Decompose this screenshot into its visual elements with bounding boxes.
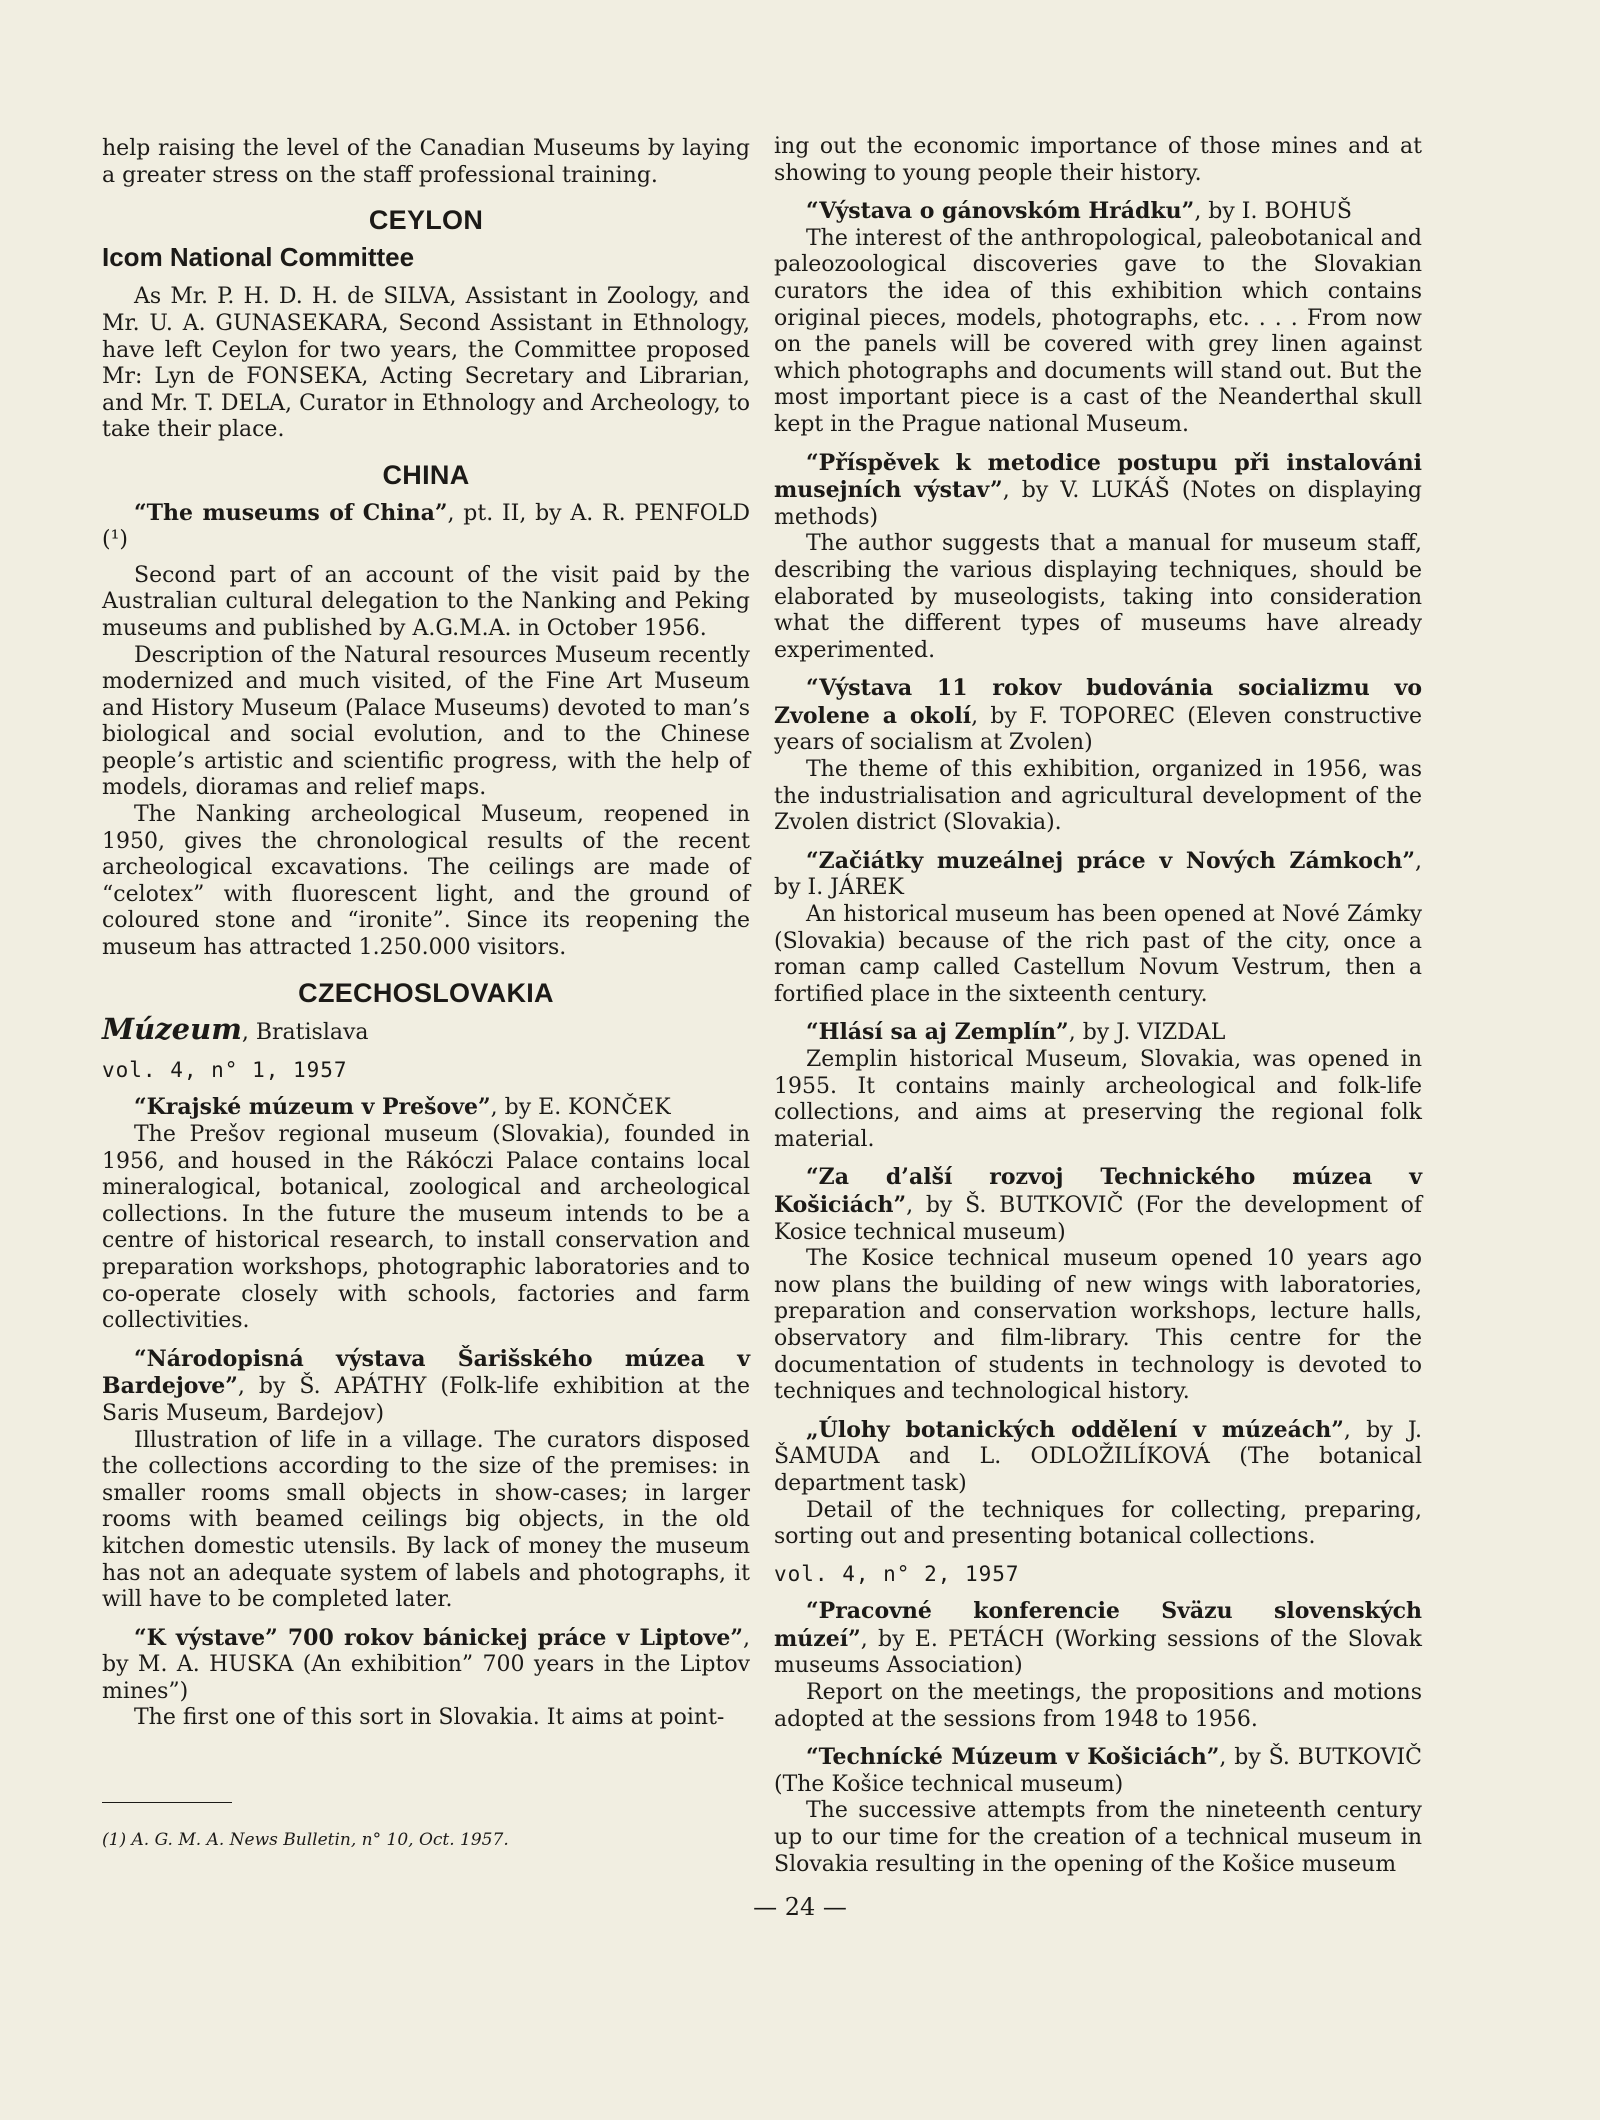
volume-line-2: vol. 4, n° 2, 1957: [774, 1561, 1020, 1586]
article-heading-bardejov: [102, 1346, 750, 1428]
article-heading-metodice: [774, 450, 1422, 532]
article-title-liptov: “K výstave” 700 rokov bánickej práce v Liptove”: [134, 1624, 743, 1651]
article-heading-kosice-museum: [774, 1744, 1422, 1798]
journal-title: Múzeum: [102, 1012, 242, 1047]
article-heading-nove-zamky: [774, 848, 1422, 902]
article-body-zemplin: Zemplin historical Museum, Slovakia, was opened in 1955. It contains mainly archeological and folk-life collections, and aims at preserving the regional folk material.: [774, 1047, 1422, 1152]
footnote-divider: [102, 1802, 232, 1803]
article-byline-botanical: , by J. ŠAMUDA and L. ODLOŽILÍKOVÁ (The botanical department task): [774, 1417, 1422, 1496]
ceylon-paragraph: As Mr. P. H. D. H. de SILVA, Assistant in Zoology, and Mr. U. A. GUNASEKARA, Second Assistant in Ethnology, have left Ceylon for two years, the Committee proposed Mr: Lyn de FONSEKA, Acting Secretary and Librarian, and Mr. T. DELA, Curator in Ethnology and Archeology, to take their place.: [102, 284, 750, 443]
article-heading-presov: [102, 1094, 750, 1122]
article-heading-conferences: [774, 1598, 1422, 1680]
article-title-conferences: “Pracovné konferencie Sväzu slovenských múzeí”: [774, 1598, 1422, 1652]
right-column: [774, 134, 1422, 1878]
article-title-zemplin: “Hlásí sa aj Zemplín”: [806, 1019, 1069, 1046]
section-heading-ceylon: CEYLON: [368, 205, 484, 236]
article-byline-kosice-dev: , by Š. BUTKOVIČ (For the development of Kosice technical museum): [774, 1192, 1422, 1245]
page-number: — 24 —: [753, 1893, 847, 1921]
section-heading-china: CHINA: [382, 459, 470, 490]
article-heading-zvolen: [774, 675, 1422, 757]
article-heading-kosice-dev: [774, 1164, 1422, 1246]
article-byline-liptov: , by M. A. HUSKA (An exhibition” 700 years in the Liptov mines”): [102, 1625, 750, 1704]
article-body-kosice-dev: The Kosice technical museum opened 10 years ago now plans the building of new wings with laboratories, preparation and conservation workshops, lecture halls, observatory and film-library. This centre for the documentation of students in technology is devoted to techniques and technological history.: [774, 1246, 1422, 1405]
intro-paragraph: help raising the level of the Canadian Museums by laying a greater stress on the staff professional training.: [102, 136, 750, 188]
article-body-nove-zamky: An historical museum has been opened at Nové Zámky (Slovakia) because of the rich past of the city, once a roman camp called Castellum Novum Vestrum, then a fortified place in the sixteenth century.: [774, 902, 1422, 1007]
article-byline-conferences: , by E. PETÁCH (Working sessions of the Slovak museums Association): [774, 1626, 1422, 1679]
article-title-botanical: „Úlohy botanických oddělení v múzeách”: [806, 1416, 1344, 1443]
china-paragraph-1: Second part of an account of the visit paid by the Australian cultural delegation to the Nanking and Peking museums and published by A.G.M.A. in October 1956.: [102, 562, 750, 641]
article-byline-metodice: , by V. LUKÁŠ (Notes on displaying methods): [774, 478, 1423, 530]
article-body-conferences: Report on the meetings, the propositions and motions adopted at the sessions from 1948 to 1956.: [774, 1680, 1422, 1732]
article-byline-nove-zamky: , by I. JÁREK: [774, 848, 1422, 901]
article-body-botanical: Detail of the techniques for collecting, preparing, sorting out and presenting botanical collections.: [774, 1497, 1422, 1550]
article-body-metodice: The author suggests that a manual for museum staff, describing the various displaying techniques, should be elaborated by museologists, taking into consideration what the different types of museums have already experimented.: [774, 531, 1422, 663]
article-title-metodice: “Příspěvek k metodice postupu při instalováni musejních výstav”: [774, 449, 1422, 504]
article-body-zvolen: The theme of this exhibition, organized in 1956, was the industrialisation and agricultural development of the Zvolen district (Slovakia).: [774, 757, 1422, 836]
article-title-bardejov: “Národopisná výstava Šarišského múzea v Bardejove”: [102, 1345, 750, 1400]
china-paragraph-2: Description of the Natural resources Museum recently modernized and much visited, of the Fine Art Museum and History Museum (Palace Museums) devoted to man’s biological and social evolution, and to the Chinese people’s artistic and scientific progress, with the help of models, dioramas and relief maps.: [102, 642, 750, 801]
journal-place: , Bratislava: [241, 1020, 369, 1046]
continued-paragraph: ing out the economic importance of those mines and at showing to young people their history.: [774, 134, 1422, 186]
article-body-presov: The Prešov regional museum (Slovakia), founded in 1956, and housed in the Rákóczi Palace contains local mineralogical, botanical, zoological and archeological collections. In the future the museum intends to be a centre of historical research, to install conservation and preparation workshops, photographic laboratories and to co-operate closely with schools, factories and farm collectivities.: [102, 1122, 750, 1334]
article-heading-liptov: [102, 1625, 750, 1706]
article-title-hradok: “Výstava o gánovskóm Hrádku”: [806, 198, 1195, 225]
volume-line-1: vol. 4, n° 1, 1957: [102, 1057, 348, 1082]
article-byline-zvolen: , by F. TOPOREC (Eleven constructive years of socialism at Zvolen): [774, 703, 1422, 756]
article-title-kosice-museum: “Technícké Múzeum v Košiciách”: [806, 1744, 1220, 1771]
section-heading-czechoslovakia: CZECHOSLOVAKIA: [298, 977, 554, 1008]
article-body-bardejov: Illustration of life in a village. The curators disposed the collections according to the size of the premises: in smaller rooms small objects in show-cases; in larger rooms with beamed ceilings big objects, in the old kitchen domestic utensils. By lack of money the museum has not an adequate system of labels and photographs, it will have to be completed later.: [102, 1427, 750, 1613]
left-column: [102, 136, 750, 1732]
article-title-zvolen: “Výstava 11 rokov budovánia socializmu vo Zvolene a okolí: [774, 675, 1422, 729]
article-title-kosice-dev: “Za d’alší rozvoj Technického múzea v Košiciách”: [774, 1164, 1422, 1218]
article-body-hradok: The interest of the anthropological, paleobotanical and paleozoological discoveries gave to the Slovakian curators the idea of this exhibition which contains original pieces, models, photographs, etc. . . . From now on the panels will be covered with grey linen against which photographs and documents will stand out. But the most important piece is a cast of the Neanderthal skull kept in the Prague national Museum.: [774, 225, 1422, 437]
article-heading-botanical: [774, 1417, 1422, 1498]
article-heading-hradok: [774, 198, 1422, 226]
china-article-byline: , pt. II, by A. R. PENFOLD (¹): [102, 500, 751, 553]
journal-line: [102, 1012, 750, 1047]
article-title-nove-zamky: “Začiátky muzeálnej práce v Nových Zámkoch”: [806, 847, 1415, 874]
article-byline-zemplin: , by J. VIZDAL: [1068, 1020, 1226, 1046]
footnote: (1) A. G. M. A. News Bulletin, n° 10, Oct. 1957.: [102, 1830, 509, 1850]
china-paragraph-3: The Nanking archeological Museum, reopened in 1950, gives the chronological results of the recent archeological excavations. The ceilings are made of “celotex” with fluorescent light, and the ground of coloured stone and “ironite”. Since its reopening the museum has attracted 1.250.000 visitors.: [102, 802, 750, 961]
article-byline-kosice-museum: , by Š. BUTKOVIČ (The Košice technical museum): [774, 1745, 1422, 1797]
article-body-liptov: The first one of this sort in Slovakia. It aims at point-: [134, 1705, 725, 1731]
article-heading-zemplin: [774, 1019, 1422, 1047]
china-article-title: “The museums of China”: [134, 499, 448, 526]
article-byline-presov: , by E. KONČEK: [490, 1095, 671, 1121]
china-article-heading: [102, 500, 750, 554]
article-byline-bardejov: , by Š. APÁTHY (Folk-life exhibition at the Saris Museum, Bardejov): [102, 1374, 750, 1426]
article-title-presov: “Krajské múzeum v Prešove”: [134, 1094, 491, 1121]
article-body-kosice-museum: The successive attempts from the nineteenth century up to our time for the creation of a technical museum in Slovakia resulting in the opening of the Košice museum: [774, 1798, 1422, 1877]
subheading-icom: Icom National Committee: [102, 241, 415, 272]
article-byline-hradok: , by I. BOHUŠ: [1194, 199, 1352, 225]
